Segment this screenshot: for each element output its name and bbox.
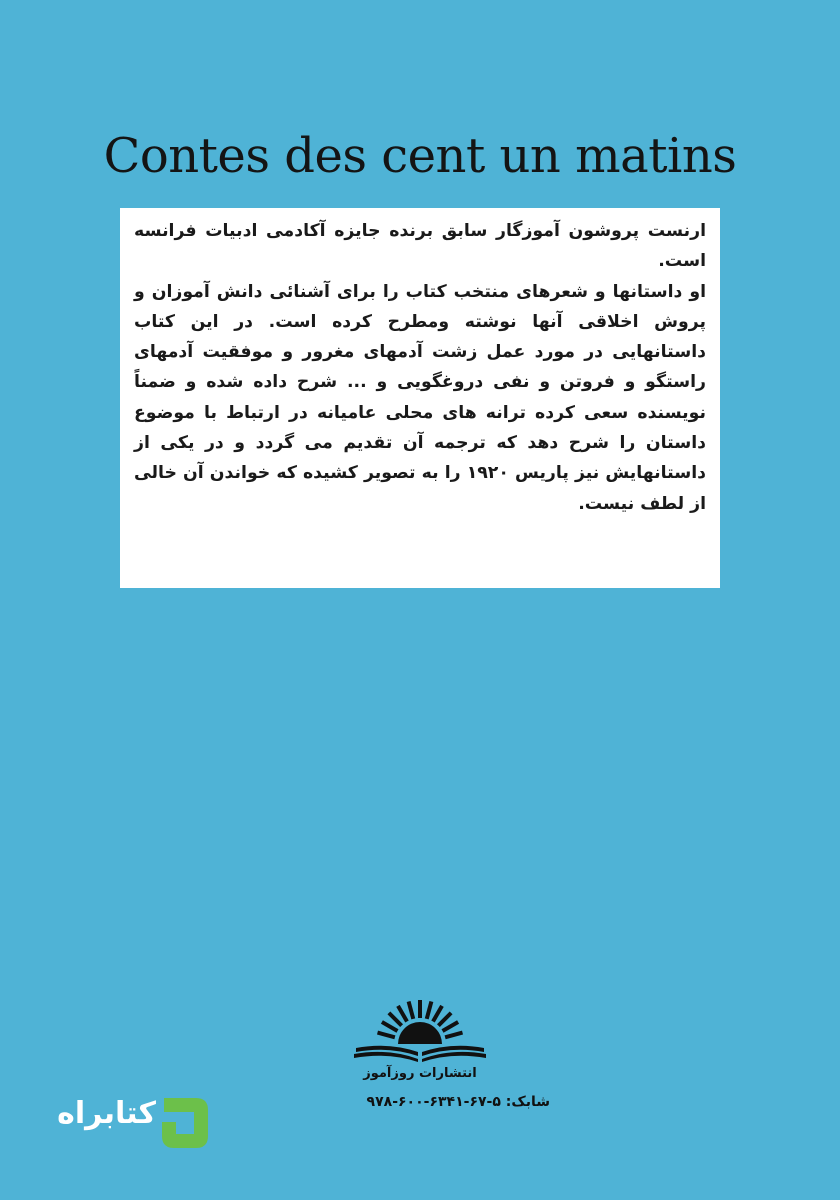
description-text [134, 216, 706, 519]
ketabrah-wordmark: کتابراه [57, 1096, 156, 1131]
book-title: Contes des cent un matins [103, 128, 737, 184]
publisher-logo-icon [352, 996, 488, 1066]
ketabrah-logo-icon [156, 1092, 212, 1152]
description-box [120, 208, 720, 588]
description-paragraph: ارنست پروشون آموزگار سابق برنده جایزه آکادمی ادبیات فرانسه است. [134, 221, 706, 272]
ketabrah-watermark [40, 1092, 220, 1152]
description-paragraph: او داستانها و شعرهای منتخب کتاب را برای آشنائی دانش آموزان و پروش اخلاقی آنها نوشته ومطرح کرده است. در این کتاب داستانهایی در مورد عمل زشت آدمهای مغرور و موفقیت آدمهای راستگو و فروتن و نفی دروغگویی و ... شرح داده شده و ضمناً نویسنده سعی کرده ترانه های محلی عامیانه در ارتباط با موضوع داستان را شرح دهد که ترجمه آن تقدیم می گردد و در یکی از داستانهایش نیز پاریس ۱۹۲۰ را به تصویر کشیده که خواندن آن خالی از لطف نیست. [134, 281, 706, 514]
publisher-name: انتشارات روزآموز [363, 1066, 477, 1081]
isbn-number: شابک: ۵-۶۷-۶۳۴۱-۶۰۰-۹۷۸ [366, 1094, 550, 1110]
